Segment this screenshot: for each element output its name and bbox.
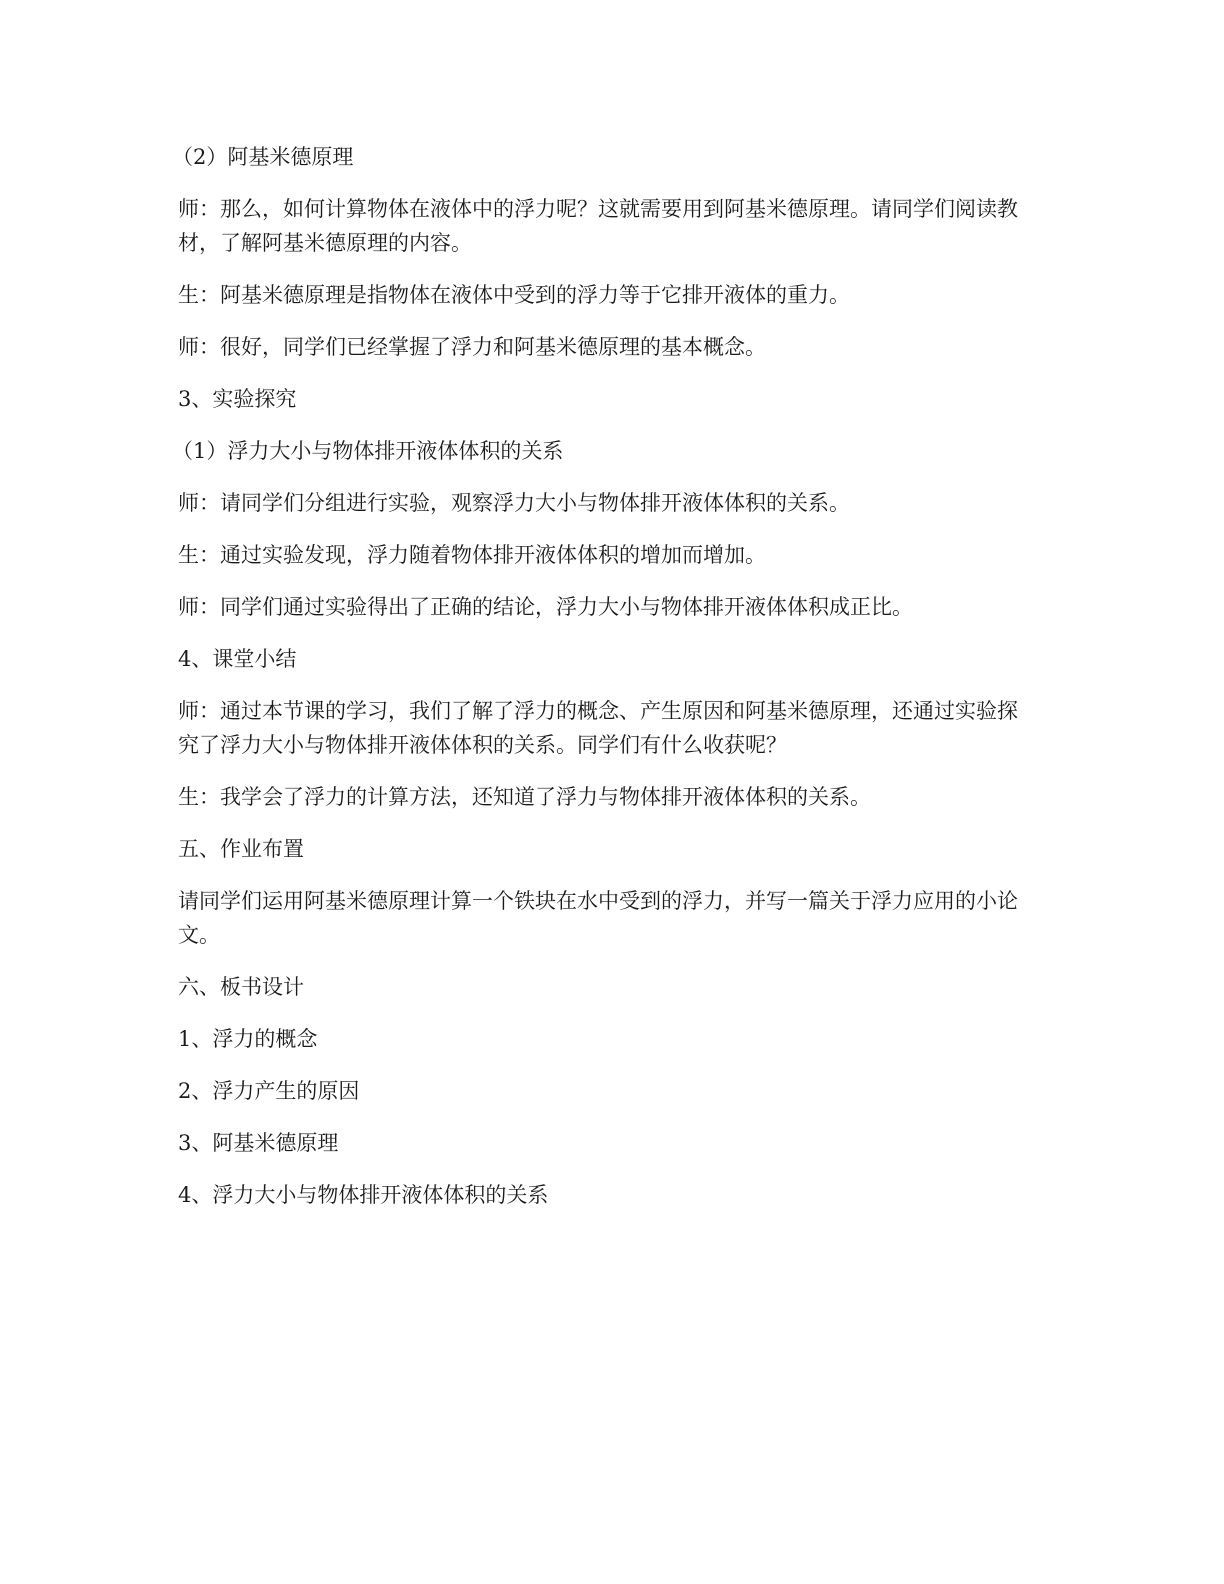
section-heading: 六、板书设计: [178, 975, 304, 999]
teacher-line: 师：请同学们分组进行实验，观察浮力大小与物体排开液体体积的关系。: [178, 491, 850, 515]
board-item: 1、浮力的概念: [178, 1027, 318, 1051]
student-line: 生：阿基米德原理是指物体在液体中受到的浮力等于它排开液体的重力。: [178, 283, 850, 307]
subsection-heading: （2）阿基米德原理: [172, 145, 354, 169]
section-heading: 3、实验探究: [178, 387, 297, 411]
board-item: 3、阿基米德原理: [178, 1131, 339, 1155]
board-item: 4、浮力大小与物体排开液体体积的关系: [178, 1183, 549, 1207]
teacher-line: 师：通过本节课的学习，我们了解了浮力的概念、产生原因和阿基米德原理，还通过实验探究了浮力大小与物体排开液体体积的关系。同学们有什么收获呢？: [178, 699, 1018, 757]
student-line: 生：我学会了浮力的计算方法，还知道了浮力与物体排开液体体积的关系。: [178, 785, 871, 809]
homework-text: 请同学们运用阿基米德原理计算一个铁块在水中受到的浮力，并写一篇关于浮力应用的小论文。: [178, 889, 1018, 947]
teacher-line: 师：很好，同学们已经掌握了浮力和阿基米德原理的基本概念。: [178, 335, 766, 359]
section-heading: 4、课堂小结: [178, 647, 297, 671]
student-line: 生：通过实验发现，浮力随着物体排开液体体积的增加而增加。: [178, 543, 766, 567]
board-item: 2、浮力产生的原因: [178, 1079, 360, 1103]
document-body: [172, 140, 1038, 1230]
section-heading: 五、作业布置: [178, 837, 304, 861]
teacher-line: 师：同学们通过实验得出了正确的结论，浮力大小与物体排开液体体积成正比。: [178, 595, 913, 619]
teacher-line: 师：那么，如何计算物体在液体中的浮力呢？这就需要用到阿基米德原理。请同学们阅读教材，了解阿基米德原理的内容。: [178, 197, 1018, 255]
subsection-heading: （1）浮力大小与物体排开液体体积的关系: [172, 439, 564, 463]
